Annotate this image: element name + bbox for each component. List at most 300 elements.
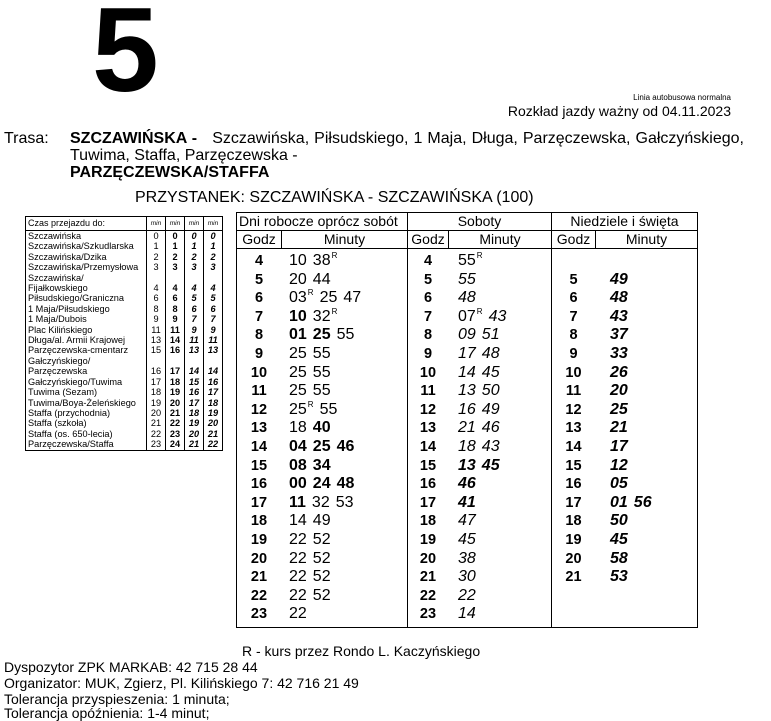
travel-time-value: 6 [204,304,223,314]
minute-value: 47 [343,289,362,307]
minute-value: 25 [289,382,307,400]
travel-time-value: 21 [166,408,185,418]
travel-time-value: 1 [166,241,185,251]
minute-value: 25 [289,400,307,418]
minutes-cell [610,419,634,437]
minutes-cell [458,364,506,382]
departure-minute [289,494,306,512]
travel-time-value: 13 [147,335,166,345]
minute-value: 17 [458,345,476,362]
hour-cell: 12 [250,401,268,418]
hour-cell: 8 [569,327,578,344]
travel-time-row [26,377,222,387]
travel-time-row [26,398,222,408]
minute-value: 05 [610,475,628,493]
departure-minute [458,345,476,363]
unit-label: min [147,217,166,231]
minute-value: 38 [458,549,476,567]
minute-value: 22 [289,549,307,567]
travel-time-value: 19 [166,387,185,397]
minute-value: 20 [610,382,628,400]
minutes-cell [458,345,506,363]
departure-minute [610,568,628,586]
minute-value: 55 [458,270,476,288]
departure-minute [458,382,476,400]
minutes-cell [289,512,337,530]
route-via: Szczawińska, Piłsudskiego, 1 Maja, Długa, Parzęczewska, Gałczyńskiego, Tuwima, Staffa, Parzęczewska - [70,130,744,164]
travel-time-row [26,408,222,418]
minute-value: 26 [610,363,628,381]
unit-label: min [166,217,185,231]
legend-note: R - kurs przez Rondo L. Kaczyńskiego [242,643,481,659]
departure-minute [458,531,476,549]
departure-minute [610,345,628,363]
hour-cell: 15 [565,457,582,474]
minute-value: 40 [312,419,331,437]
travel-time-value: 18 [147,387,166,397]
travel-time-value: 7 [185,314,204,324]
minute-value: 53 [335,493,354,511]
minute-value: 18 [289,419,307,437]
minutes-cell [289,308,343,326]
minute-value: 43 [488,307,507,325]
departure-minute [320,401,338,419]
minutes-cell [610,531,634,549]
stop-name: Piłsudskiego/Graniczna [28,293,125,304]
travel-time-value: 16 [204,377,223,387]
minute-value: 49 [610,270,628,288]
hour-cell: 22 [250,587,268,604]
departure-minute [458,289,476,307]
hour-cell: 14 [419,439,437,455]
minute-value: 21 [610,419,628,437]
departure-minute [610,401,628,419]
travel-time-value: 18 [204,398,223,408]
travel-time-value: 6 [147,293,166,303]
departure-minute [343,289,361,307]
travel-time-value: 9 [147,314,166,324]
minute-value: 52 [312,531,331,548]
minutes-cell [289,345,337,363]
hour-cell: 19 [250,532,268,548]
departure-minute [610,512,628,530]
departure-minute [313,345,331,363]
minutes-cell [458,289,482,307]
travel-time-value [204,356,223,366]
travel-time-header-label: Czas przejazdu do: [26,217,147,231]
departure-minute [458,512,476,530]
hour-cell: 7 [254,308,264,325]
travel-time-value [185,356,204,366]
stop-name: Szczawińska/Dzika [28,251,107,262]
sundays-title: Niedziele i święta [552,213,697,231]
travel-time-value: 11 [204,335,223,345]
travel-time-row [26,241,222,251]
minute-value: 43 [481,438,500,455]
departure-minute [313,475,331,493]
departure-minute [482,364,500,382]
departure-minute [289,308,307,326]
travel-time-value: 4 [166,283,185,293]
hour-cell: 13 [565,420,582,437]
minute-value: 55 [336,326,355,344]
travel-time-value: 4 [147,283,166,293]
travel-time-value [204,273,223,283]
departure-minute [320,289,338,307]
hour-cell: 8 [254,327,264,344]
travel-time-row [26,293,222,303]
travel-time-value: 11 [166,325,185,335]
departure-minute [610,382,628,400]
minutes-cell [289,271,337,289]
departure-minute [337,326,355,344]
travel-time-value: 18 [166,377,185,387]
hour-cell: 23 [250,606,268,623]
departure-minute [313,271,331,289]
minutes-cell [610,457,634,475]
departure-minute [610,457,628,475]
hour-cell: 12 [419,401,437,418]
minutes-cell [289,438,360,456]
minute-value: 50 [481,382,500,400]
route-description [4,130,744,181]
departure-minute [458,326,476,344]
minute-value: 55 [312,382,331,400]
travel-time-value: 19 [147,398,166,408]
departure-minute [458,308,483,326]
travel-time-row [26,345,222,355]
departure-minute [289,252,307,270]
minutes-cell [610,494,658,512]
travel-time-value: 17 [185,398,204,408]
minute-value: 25 [312,438,331,455]
unit-label: min [185,217,204,231]
stop-name: Szczawińska/Przemysłowa [28,262,139,273]
minutes-cell [610,550,634,568]
departure-minute [336,494,354,512]
departure-minute [289,419,307,437]
departure-minute [289,271,307,289]
line-type: Linia autobusowa normalna [633,93,731,102]
minute-value: 11 [289,493,306,511]
departure-minute [610,364,628,382]
tolerance-late: Tolerancja opóźnienia: 1-4 minut; [4,705,210,721]
travel-time-value: 4 [204,283,223,293]
departure-minute [289,289,314,307]
minutes-cell [458,531,482,549]
departure-minute [482,401,500,419]
travel-time-row [26,356,222,366]
minutes-cell [458,419,506,437]
travel-time-value: 1 [185,241,204,251]
minutes-cell [458,587,482,605]
hour-cell: 14 [250,439,268,455]
departure-minute [482,345,500,363]
travel-time-row [26,262,222,272]
travel-time-value: 0 [204,231,223,242]
departure-minute [610,438,628,456]
travel-time-value: 24 [166,439,185,449]
departure-minute [482,382,500,400]
hour-cell: 11 [420,383,436,400]
hour-cell: 9 [423,346,433,362]
minute-value: 38 [312,252,331,269]
minutes-cell [289,419,337,437]
travel-time-value: 19 [204,408,223,418]
departure-minute [458,438,476,456]
minutes-cell [458,382,506,400]
stop-name: Fijałkowskiego [28,283,88,294]
saturdays-title: Soboty [408,213,551,231]
minutes-cell [289,475,360,493]
minutes-cell [289,326,360,344]
minute-value: 22 [289,531,307,548]
minute-value: 37 [610,326,628,344]
travel-time-row [26,325,222,335]
minute-value: 03 [289,289,307,307]
departure-minute [337,475,355,493]
departure-minute [610,531,628,549]
travel-time-value: 2 [147,252,166,262]
travel-time-value: 3 [185,262,204,272]
minutes-cell [289,531,337,549]
hour-cell: 19 [565,532,582,548]
departure-minute [458,457,476,475]
minutes-cell [289,364,337,382]
travel-time-value: 22 [147,429,166,439]
travel-time-value: 8 [147,304,166,314]
stop-name: 1 Maja/Dubois [28,314,87,325]
stop-name: Staffa (przychodnia) [28,407,111,418]
hour-cell: 10 [565,364,582,381]
travel-time-value: 0 [147,231,166,242]
departure-minute [313,419,331,437]
travel-time-value: 23 [147,439,166,449]
travel-time-value: 5 [204,293,223,303]
departure-minute [289,475,307,493]
departure-minute [610,326,628,344]
route-variant-marker: R [331,306,338,316]
minute-value: 47 [458,512,476,530]
minutes-cell [289,457,337,475]
minute-value: 46 [336,438,355,455]
minutes-cell [458,550,482,568]
minutes-cell [289,289,367,307]
departure-minute [313,252,338,270]
minute-value: 25 [289,363,307,381]
tolerance-early: Tolerancja przyspieszenia: 1 minuta; [4,691,230,707]
minute-value: 14 [458,605,476,623]
minutes-label: Minuty [596,231,697,249]
hour-label: Godz [237,231,282,249]
minute-value: 10 [289,307,307,325]
hour-cell: 10 [250,364,268,381]
minute-value: 58 [610,549,628,567]
minute-value: 55 [319,400,338,418]
departure-minute [489,308,507,326]
hour-cell: 17 [565,494,582,511]
minutes-cell [458,252,489,270]
travel-time-value: 20 [204,418,223,428]
route-start: SZCZAWIŃSKA - [70,130,198,147]
travel-time-value: 4 [185,283,204,293]
minute-value: 04 [289,438,307,455]
minute-value: 51 [481,326,500,344]
travel-time-value: 23 [166,429,185,439]
route-variant-marker: R [476,306,483,316]
minute-value: 45 [481,456,500,474]
departure-minute [610,289,628,307]
travel-time-value [166,273,185,283]
departure-minute [313,382,331,400]
departure-minute [482,419,500,437]
minute-value: 25 [289,345,307,362]
minute-value: 49 [312,512,331,530]
stop-name: Gałczyńskiego/ [28,355,91,366]
minute-value: 01 [289,326,307,344]
travel-time-header [26,217,222,231]
stop-name: Staffa (szkoła) [28,418,87,429]
hour-cell: 16 [250,476,268,493]
minutes-cell [289,550,337,568]
travel-time-value: 2 [185,252,204,262]
minute-value: 48 [458,289,476,307]
minutes-label: Minuty [282,231,407,249]
travel-time-row [26,387,222,397]
minute-value: 46 [458,475,476,493]
hour-cell: 4 [254,253,264,269]
travel-time-value: 7 [204,314,223,324]
minutes-cell [610,271,634,289]
departure-minute [313,308,338,326]
minute-value: 52 [312,568,331,586]
route-variant-marker: R [331,251,338,260]
hour-cell: 21 [565,569,582,586]
travel-time-value: 21 [185,439,204,449]
minutes-cell [458,438,506,456]
dispatcher-contact: Dyspozytor ZPK MARKAB: 42 715 28 44 [4,659,258,675]
travel-time-value: 17 [204,387,223,397]
minute-value: 00 [289,475,307,493]
minute-value: 22 [289,586,307,604]
stop-name: Długa/al. Armii Krajowej [28,335,126,346]
stop-name: Plac Kilińskiego [28,324,93,335]
sundays-column [552,213,697,627]
minutes-cell [458,512,482,530]
minute-value: 30 [458,568,476,586]
departure-minute [289,531,307,549]
travel-time-value: 2 [166,252,185,262]
travel-time-value: 11 [185,335,204,345]
minute-value: 33 [610,345,628,362]
hour-cell: 20 [419,550,437,567]
hour-cell: 17 [250,494,268,511]
travel-time-value [185,273,204,283]
route-variant-marker: R [476,251,483,260]
travel-time-table [25,216,223,451]
travel-time-value: 21 [147,418,166,428]
departure-minute [337,438,355,456]
minute-value: 18 [458,438,476,455]
minutes-cell [610,475,634,493]
travel-time-value: 3 [204,262,223,272]
departure-minute [610,419,628,437]
travel-time-row [26,273,222,283]
minute-value: 34 [312,456,331,474]
organizer-contact: Organizator: MUK, Zgierz, Pl. Kilińskiego 7: 42 716 21 49 [4,675,359,691]
minutes-cell [610,345,634,363]
departure-minute [458,568,476,586]
travel-time-value: 2 [204,252,223,262]
minute-value: 41 [458,493,476,511]
weekdays-column [237,213,408,627]
stop-name: Szczawińska/ [28,272,84,283]
departure-minute [610,475,628,493]
travel-time-value: 22 [166,418,185,428]
travel-time-value: 13 [185,345,204,355]
minutes-cell [289,568,337,586]
minute-value: 50 [610,512,628,530]
minutes-cell [610,326,634,344]
minutes-cell [610,308,634,326]
travel-time-row [26,314,222,324]
minutes-cell [610,438,634,456]
line-number: 5 [92,0,157,117]
hour-cell: 20 [565,550,582,567]
departure-minute [458,494,476,512]
departure-minute [482,457,500,475]
route-variant-marker: R [307,399,314,409]
minute-value: 44 [312,270,331,288]
travel-time-value: 8 [166,304,185,314]
stop-name: Parzęczewska-cmentarz [28,345,129,356]
minute-value: 56 [633,493,652,511]
minutes-cell [289,605,313,623]
stop-name: Szczawińska/Szkudlarska [28,241,134,252]
minute-value: 12 [610,456,628,474]
minute-value: 10 [289,252,307,269]
hour-cell: 9 [569,346,578,362]
minutes-cell [289,382,337,400]
departure-minute [610,494,628,512]
minute-value: 48 [336,475,355,493]
travel-time-value [166,356,185,366]
departure-minute [289,568,307,586]
minute-value: 45 [610,531,628,548]
hour-cell: 18 [250,513,268,530]
departure-minute [313,568,331,586]
minutes-cell [610,364,634,382]
travel-time-value: 14 [204,366,223,376]
hour-cell: 18 [565,513,582,530]
stop-name: Parzęczewska/Staffa [28,439,114,450]
hour-cell: 12 [565,401,582,418]
departure-minute [458,587,476,605]
departure-minute [610,550,628,568]
departure-minute [610,308,628,326]
minutes-cell [610,382,634,400]
minutes-cell [289,252,343,270]
minute-value: 08 [289,456,307,474]
departure-minute [313,587,331,605]
minutes-label: Minuty [449,231,551,249]
minute-value: 07 [458,307,476,325]
travel-time-value: 15 [147,345,166,355]
minute-value: 13 [458,456,476,474]
travel-time-value: 1 [204,241,223,251]
minutes-cell [458,326,506,344]
minute-value: 17 [610,438,628,455]
